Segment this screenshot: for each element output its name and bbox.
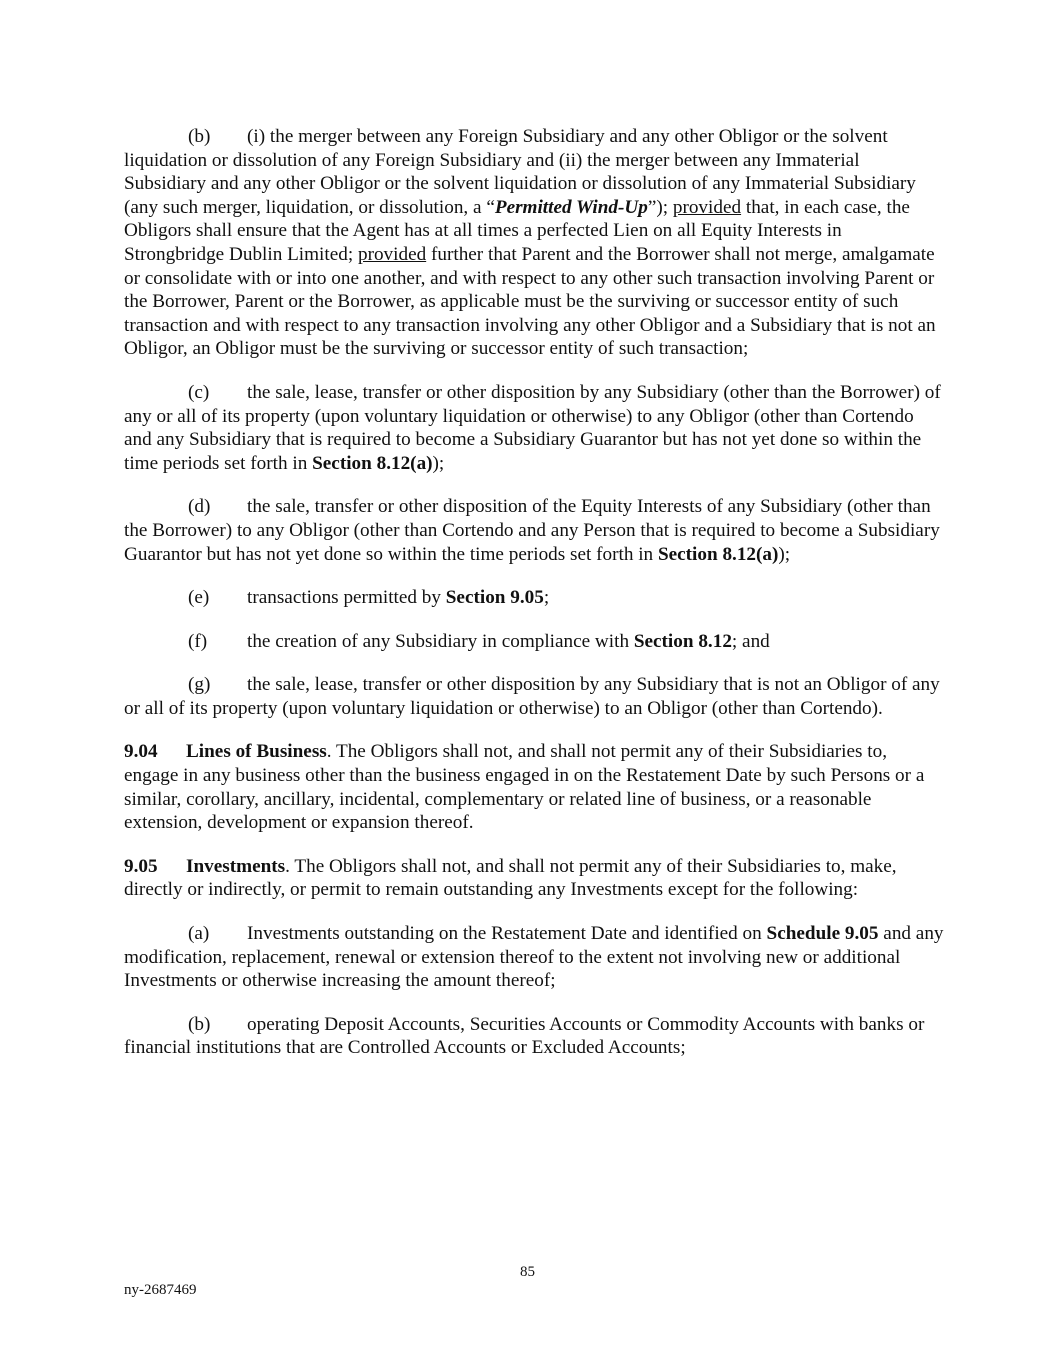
- provided-term: provided: [357, 243, 427, 265]
- defined-term: Permitted Wind-Up: [494, 196, 648, 218]
- document-body: [124, 125, 944, 1080]
- section-reference: Section 9.05: [445, 587, 544, 609]
- section-reference: Section 8.12(a): [657, 543, 779, 565]
- paragraph-text: transactions permitted by: [247, 587, 446, 609]
- clause-label: (b): [188, 126, 211, 147]
- paragraph-text: operating Deposit Accounts, Securities Accounts or Commodity Accounts with banks or financial institutions that are Controlled Accounts or Excluded Accounts;: [124, 1013, 925, 1059]
- clause-label: (d): [188, 496, 211, 518]
- paragraph-g-non-obligor-sale: [124, 673, 944, 720]
- paragraph-text: );: [778, 543, 791, 565]
- section-heading: Investments: [186, 855, 286, 877]
- section-9-04: [124, 740, 944, 834]
- page-number: 85: [520, 1264, 535, 1280]
- section-9-05: [124, 855, 944, 902]
- clause-label: (g): [188, 674, 211, 696]
- paragraph-text: the sale, lease, transfer or other disposition by any Subsidiary (other than the Borrower) of any or all of its property (upon voluntary liquidation or otherwise) to any Obligor (other than Cortendo and any Subsidiary that is required to become a Subsidiary Guarantor but has not yet done so within the time periods set forth in: [124, 381, 941, 474]
- paragraph-text: (i) the merger between any Foreign Subsidiary and any other Obligor or the solvent liquidation or dissolution of any Foreign Subsidiary and (ii) the merger between any Immaterial Subsidiary and any other Obligor or the solvent liquidation or dissolution of any Immaterial Subsidiary (any such merger, liquidation, or dissolution, a “: [124, 126, 916, 218]
- clause-label: (b): [188, 1013, 211, 1035]
- section-heading: Lines of Business: [186, 741, 327, 763]
- paragraph-text: . The Obligors shall not, and shall not permit any of their Subsidiaries to, engage in any business other than the business engaged in on the Restatement Date by such Persons or a similar, corollary, ancillary, incidental, complementary or related line of business, or a reasonable extension, development or expansion thereof.: [124, 741, 925, 834]
- paragraph-d-equity-transfer: [124, 495, 944, 566]
- paragraph-9-05-a: [124, 922, 944, 993]
- paragraph-text: further that Parent and the Borrower shall not merge, amalgamate or consolidate with or into one another, and with respect to any other such transaction involving Parent or the Borrower, Parent or the Borrower, as applicable must be the surviving or successor entity of such transaction and with respect to any transaction involving any other Obligor and a Subsidiary that is not an Obligor, an Obligor must be the surviving or successor entity of such transaction;: [124, 243, 936, 360]
- clause-label: (c): [188, 381, 210, 403]
- paragraph-b-merger: [124, 125, 944, 361]
- paragraph-f-creation: [124, 630, 944, 654]
- paragraph-text: ”);: [647, 196, 673, 218]
- provided-term: provided: [672, 196, 742, 218]
- paragraph-text: ; and: [731, 630, 770, 652]
- section-number: 9.05: [124, 855, 158, 877]
- section-reference: Section 8.12: [633, 630, 732, 652]
- document-id: ny-2687469: [124, 1282, 197, 1298]
- paragraph-9-05-b: [124, 1013, 944, 1060]
- paragraph-c-sale: [124, 381, 944, 475]
- schedule-reference: Schedule 9.05: [766, 923, 879, 945]
- paragraph-text: that, in each case, the Obligors shall ensure that the Agent has at all times a perfected Lien on all Equity Interests in Strongbridge Dublin Limited;: [124, 196, 910, 265]
- paragraph-text: );: [432, 452, 445, 474]
- clause-label: (a): [188, 923, 210, 945]
- clause-label: (e): [188, 587, 210, 609]
- paragraph-text: . The Obligors shall not, and shall not permit any of their Subsidiaries to, make, directly or indirectly, or permit to remain outstanding any Investments except for the following:: [124, 855, 897, 901]
- paragraph-text: the creation of any Subsidiary in compliance with: [247, 630, 634, 652]
- paragraph-text: ;: [543, 587, 550, 609]
- paragraph-text: Investments outstanding on the Restatement Date and identified on: [247, 923, 767, 945]
- paragraph-text: the sale, lease, transfer or other disposition by any Subsidiary that is not an Obligor of any or all of its property (upon voluntary liquidation or otherwise) to an Obligor (other than Cortendo).: [124, 674, 940, 719]
- paragraph-text: and any modification, replacement, renewal or extension thereof to the extent not involving new or additional Investments or otherwise increasing the amount thereof;: [124, 923, 944, 992]
- section-number: 9.04: [124, 741, 158, 763]
- section-reference: Section 8.12(a): [312, 452, 433, 474]
- paragraph-e-transactions: [124, 586, 944, 610]
- clause-label: (f): [188, 630, 208, 652]
- paragraph-text: the sale, transfer or other disposition of the Equity Interests of any Subsidiary (other than the Borrower) to any Obligor (other than Cortendo and any Person that is required to become a Subsidiary Guarantor but has not yet done so within the time periods set forth in: [124, 496, 940, 565]
